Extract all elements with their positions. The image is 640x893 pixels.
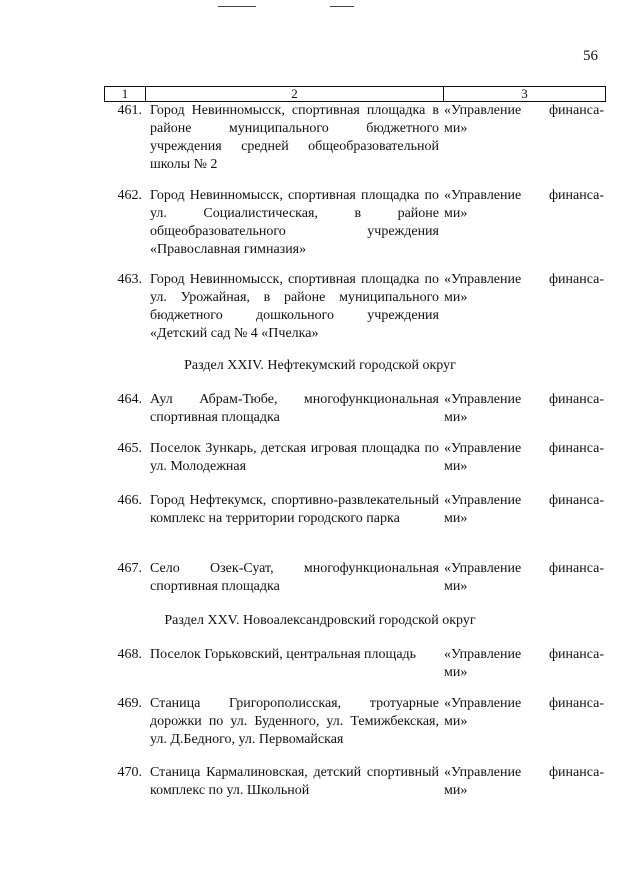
entry-description: Город Нефтекумск, спортивно-развлекательный комплекс на территории городского парка [150,493,439,526]
responsible-word: ми» [444,121,468,136]
entry-responsible [444,187,604,223]
section-heading: Раздел XXIV. Нефтекумский городской округ [184,358,456,373]
responsible-word: ми» [444,665,468,680]
entry-number: 470. [117,765,142,780]
responsible-word: ми» [444,783,468,798]
responsible-word: финанса- [548,696,604,711]
responsible-word: финанса- [548,765,604,780]
entry-number: 465. [117,441,142,456]
entry-number: 467. [117,561,142,576]
responsible-word: финанса- [548,392,604,407]
entry-responsible [444,695,604,731]
entry-responsible [444,271,604,307]
responsible-word: финанса- [548,188,604,203]
table-header-col-1: 1 [105,87,146,101]
entry-responsible [444,560,604,596]
responsible-word: ми» [444,511,468,526]
section-heading: Раздел XXV. Новоалександровский городской округ [164,613,476,628]
entry-number: 461. [117,103,142,118]
table-header-col-3: 3 [521,86,528,101]
responsible-word: финанса- [548,647,604,662]
responsible-word: «Управление [444,188,522,203]
responsible-word: ми» [444,579,468,594]
scan-artifact-mark [330,6,354,7]
entry-description: Поселок Зункарь, детская игровая площадка по ул. Молодежная [150,441,439,474]
entry-number: 462. [117,188,142,203]
entry-responsible [444,391,604,427]
entry-number: 464. [117,392,142,407]
responsible-word: ми» [444,206,468,221]
responsible-word: «Управление [444,561,522,576]
entry-responsible [444,102,604,138]
entry-description: Станица Григорополисская, тротуарные дорожки по ул. Буденного, ул. Темижбекская, ул. Д.Бедного, ул. Первомайская [150,696,439,747]
responsible-word: «Управление [444,272,522,287]
entry-description: Село Озек-Суат, многофункциональная спортивная площадка [150,561,439,594]
entry-responsible [444,646,604,682]
table-header-row [104,86,606,102]
scan-artifact-mark [218,6,256,7]
responsible-word: ми» [444,290,468,305]
entry-description: Поселок Горьковский, центральная площадь [150,647,417,662]
entry-number: 468. [117,647,142,662]
responsible-word: финанса- [548,441,604,456]
responsible-word: «Управление [444,765,522,780]
responsible-word: «Управление [444,103,522,118]
responsible-word: финанса- [548,561,604,576]
responsible-word: ми» [444,714,468,729]
page-number: 56 [583,48,598,64]
responsible-word: «Управление [444,647,522,662]
entry-responsible [444,492,604,528]
entry-description: Город Невинномысск, спортивная площадка по ул. Социалистическая, в районе общеобразовательного учреждения «Православная гимназия» [150,188,439,257]
responsible-word: финанса- [548,103,604,118]
entry-number: 466. [117,493,142,508]
entry-description: Город Невинномысск, спортивная площадка в районе муниципального бюджетного учреждения средней общеобразовательной школы № 2 [150,103,439,172]
responsible-word: «Управление [444,392,522,407]
responsible-word: финанса- [548,493,604,508]
entry-responsible [444,440,604,476]
table-header-col-2: 2 [146,87,444,101]
entry-number: 469. [117,696,142,711]
entry-description: Город Невинномысск, спортивная площадка по ул. Урожайная, в районе муниципального бюджетного дошкольного учреждения «Детский сад № 4 «Пчелка» [150,272,439,341]
entry-description: Станица Кармалиновская, детский спортивный комплекс по ул. Школьной [150,765,439,798]
responsible-word: «Управление [444,441,522,456]
responsible-word: ми» [444,410,468,425]
responsible-word: «Управление [444,493,522,508]
responsible-word: ми» [444,459,468,474]
responsible-word: финанса- [548,272,604,287]
entry-number: 463. [117,272,142,287]
entry-description: Аул Абрам-Тюбе, многофункциональная спортивная площадка [150,392,439,425]
entry-responsible [444,764,604,800]
responsible-word: «Управление [444,696,522,711]
